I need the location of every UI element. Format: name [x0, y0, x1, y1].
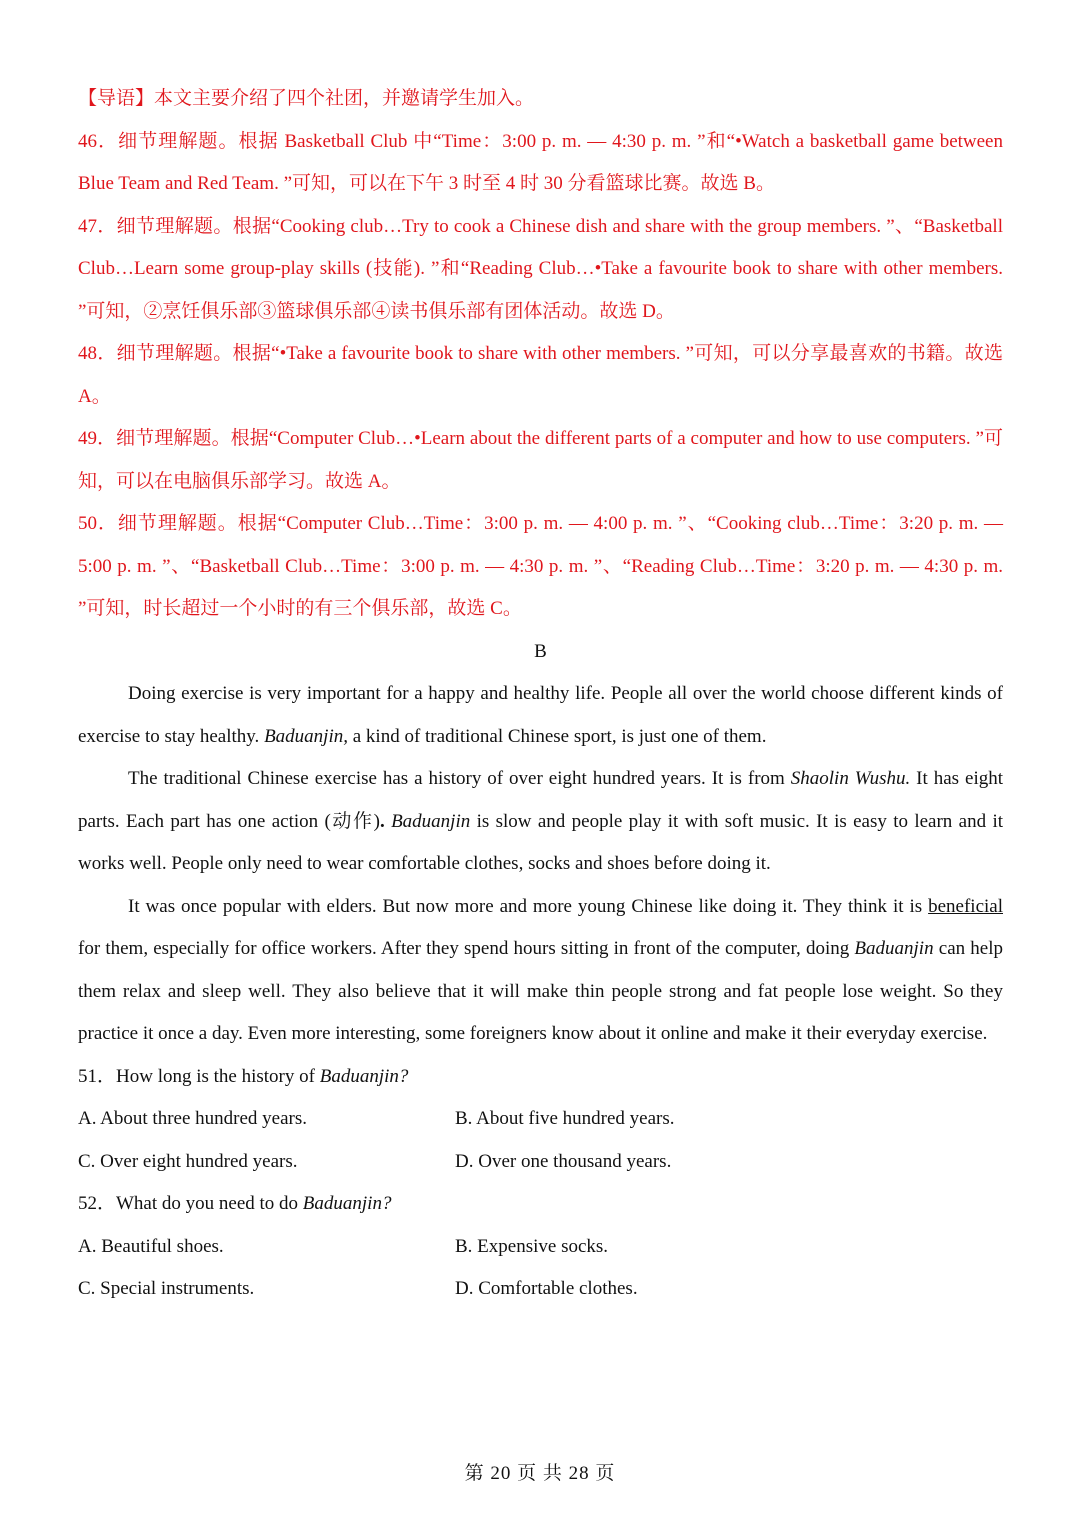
option-52-b: B. Expensive socks. [455, 1235, 609, 1257]
passage-paragraph-1 [78, 673, 1003, 758]
p1-text-c: a kind of traditional Chinese sport, is just one of them. [347, 725, 767, 747]
p3-text-c: for them, especially for office workers. After they spend hours sitting in front of the computer, doing [78, 938, 855, 959]
option-52-a: A. Beautiful shoes. [78, 1235, 224, 1257]
guide-line [78, 78, 1003, 121]
page-content [78, 78, 1003, 1311]
p3-italic-term: Baduanjin [854, 938, 934, 959]
p2-italic-term-2: Baduanjin [391, 810, 471, 832]
answer-48: 48．细节理解题。根据“•Take a favourite book to share with other members. ”可知，可以分享最喜欢的书籍。故选 A。 [78, 343, 1003, 407]
passage-paragraph-3 [78, 886, 1003, 1056]
answer-49: 49．细节理解题。根据“Computer Club…•Learn about the different parts of a computer and how to use computers. ”可知，可以在电脑俱乐部学习。故选 A。 [78, 428, 1003, 492]
answer-50: 50．细节理解题。根据“Computer Club…Time：3:00 p. m. — 4:00 p. m. ”、“Cooking club…Time：3:20 p. m. —5:00 p. m. ”、“Basketball Club…Time：3:00 p. m. — 4:30 p. m. ”、“Reading Club…Time：3:20 p. m. — 4:30 p. m. ”可知，时长超过一个小时的有三个俱乐部，故选 C。 [78, 513, 1003, 619]
p2-text-a: The traditional Chinese exercise has a history of over eight hundred years. It is from [128, 768, 791, 789]
guide-text: 本文主要介绍了四个社团，并邀请学生加入。 [154, 88, 535, 109]
passage-paragraph-2 [78, 758, 1003, 886]
option-51-b: B. About five hundred years. [455, 1108, 675, 1129]
question-52 [78, 1183, 1003, 1226]
answer-47: 47．细节理解题。根据“Cooking club…Try to cook a Chinese dish and share with the group members. ”、“Basketball Club…Learn some group-play skills (技能). ”和“Reading Club…•Take a favourite book to share with other members. ”可知，②烹饪俱乐部③篮球俱乐部④读书俱乐部有团体活动。故选 D。 [78, 215, 1003, 322]
question-52-options-row-1 [78, 1226, 1003, 1269]
question-51-options-row-1 [78, 1098, 1003, 1141]
section-label: B [534, 640, 547, 662]
question-51 [78, 1056, 1003, 1099]
p2-text-c: It has eight parts. Each part has one action (动作) [78, 768, 1003, 832]
option-52-c: C. Special instruments. [78, 1278, 255, 1299]
question-51-italic: Baduanjin? [319, 1065, 409, 1087]
page-footer: 第 20 页 共 28 页 [464, 1463, 616, 1484]
option-51-c: C. Over eight hundred years. [78, 1150, 298, 1172]
option-51-d: D. Over one thousand years. [455, 1150, 672, 1172]
answer-46: 46．细节理解题。根据 Basketball Club 中“Time：3:00 p. m. — 4:30 p. m. ”和“•Watch a basketball game between Blue Team and Red Team. ”可知，可以在下午 3 时至 4 时 30 分看篮球比赛。故选 B。 [78, 130, 1003, 194]
answer-analysis [78, 78, 1003, 631]
p3-text-e: can help them relax and sleep well. They also believe that it will make thin people strong and fat people lose weight. So they practice it once a day. Even more interesting, some foreigners know about it online and make it their everyday exercise. [78, 938, 1004, 1044]
p3-text-a: It was once popular with elders. But now more and more young Chinese like doing it. They think it is [128, 895, 929, 917]
reading-passage [78, 673, 1003, 1311]
guide-heading: 【导语】 [78, 88, 155, 109]
p1-text-a: Doing exercise is very important for a happy and healthy life. People all over the world choose different kinds of exercise to stay healthy. [78, 683, 1003, 747]
question-51-stem: 51．How long is the history of [78, 1065, 320, 1087]
p2-italic-term: Shaolin Wushu. [790, 768, 911, 789]
underlined-word: beneficial [928, 895, 1003, 917]
p2-bold-period: . [379, 810, 392, 832]
option-52-d: D. Comfortable clothes. [455, 1278, 638, 1299]
option-51-a: A. About three hundred years. [78, 1108, 307, 1129]
question-52-options-row-2 [78, 1268, 1003, 1311]
question-52-italic: Baduanjin? [302, 1193, 392, 1214]
p2-text-f: is slow and people play it with soft music. It is easy to learn and it works well. People only need to wear comfortable clothes, socks and shoes before doing it. [78, 810, 1004, 874]
question-52-stem: 52．What do you need to do [78, 1193, 303, 1214]
question-51-options-row-2 [78, 1141, 1003, 1184]
p1-italic-term: Baduanjin, [264, 725, 348, 747]
